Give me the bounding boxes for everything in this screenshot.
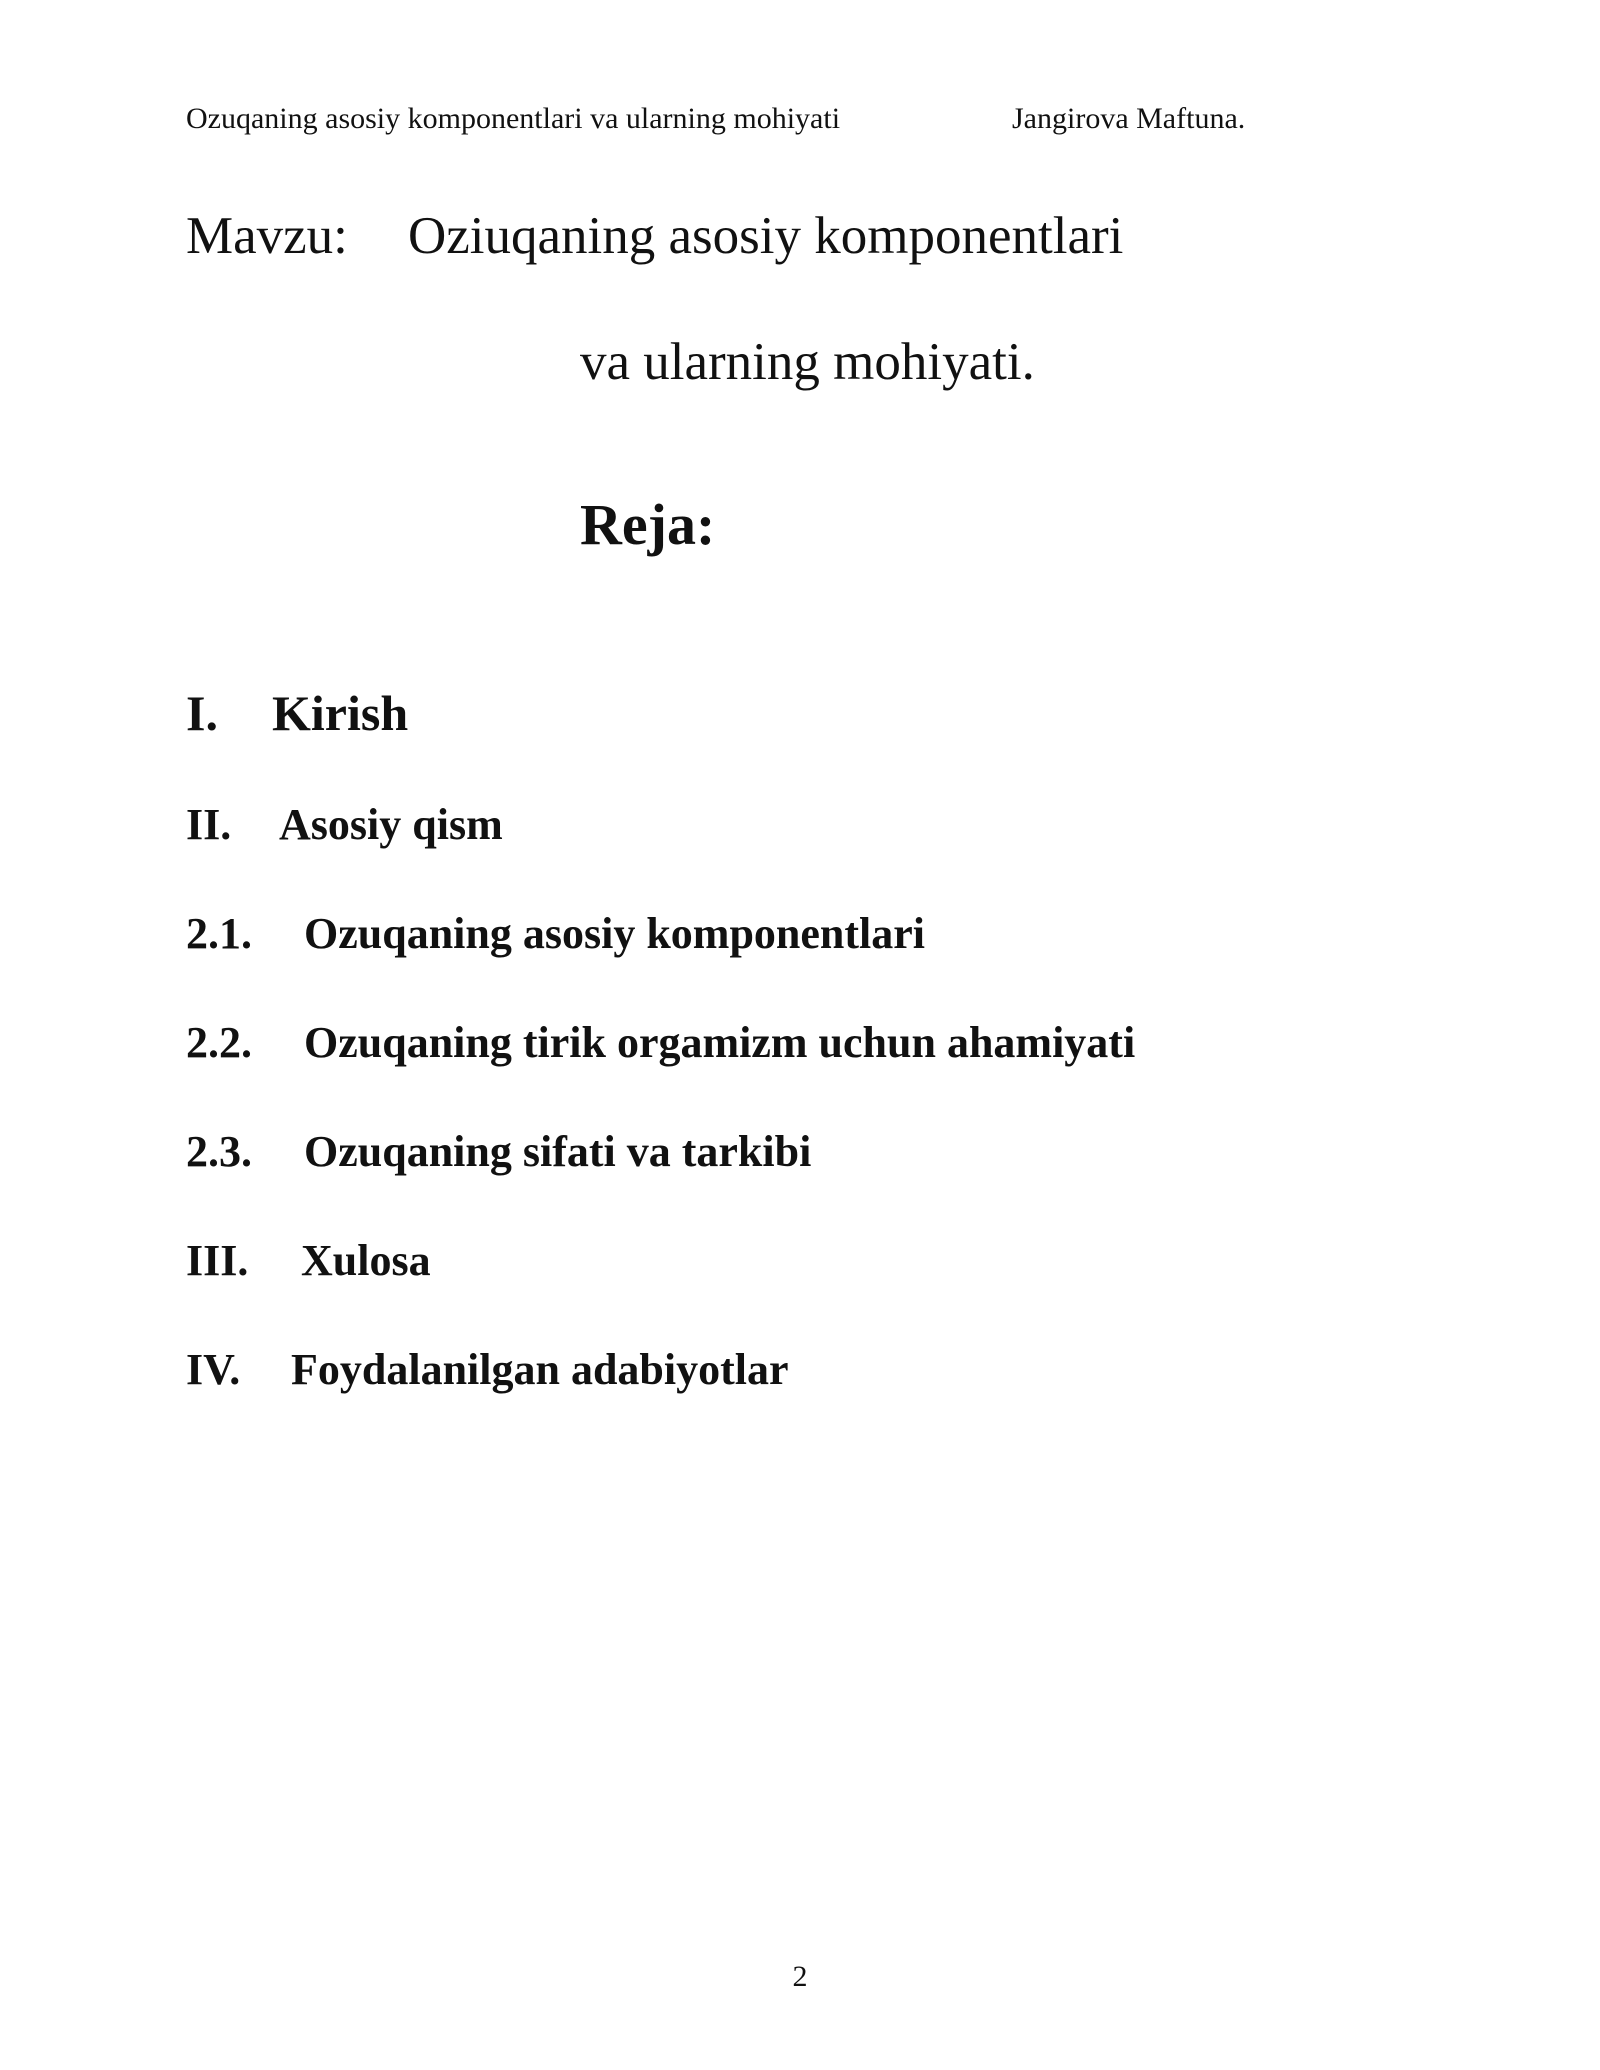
toc-item-text: Xulosa bbox=[301, 1236, 431, 1285]
toc-item-number: 2.2. bbox=[186, 1018, 252, 1067]
topic-title-line2: va ularning mohiyati. bbox=[580, 333, 1035, 391]
toc-item-text: Ozuqaning tirik orgamizm uchun ahamiyati bbox=[304, 1018, 1136, 1067]
toc-item-number: 2.3. bbox=[186, 1127, 252, 1176]
plan-title: Reja: bbox=[580, 492, 716, 557]
toc-item-2-2 bbox=[186, 1016, 1135, 1070]
toc-item-text: Kirish bbox=[272, 685, 409, 741]
header-author: Jangirova Maftuna. bbox=[1012, 102, 1246, 135]
toc-item-2-1 bbox=[186, 907, 925, 961]
toc-item-text: Asosiy qism bbox=[279, 800, 503, 849]
topic-title-line1: Oziuqaning asosiy komponentlari bbox=[408, 207, 1124, 265]
toc-item-text: Foydalanilgan adabiyotlar bbox=[291, 1345, 789, 1394]
toc-item-main-part bbox=[186, 798, 503, 852]
toc-item-conclusion bbox=[186, 1234, 431, 1288]
page-number: 2 bbox=[792, 1960, 808, 1993]
toc-item-2-3 bbox=[186, 1125, 811, 1179]
toc-item-number: II. bbox=[186, 800, 232, 849]
toc-item-introduction bbox=[186, 683, 408, 743]
toc-item-number: IV. bbox=[186, 1345, 241, 1394]
toc-item-number: I. bbox=[186, 685, 218, 741]
topic-label: Mavzu: bbox=[186, 207, 348, 265]
toc-item-text: Ozuqaning asosiy komponentlari bbox=[304, 909, 926, 958]
toc-item-number: III. bbox=[186, 1236, 249, 1285]
toc-item-references bbox=[186, 1343, 789, 1397]
toc-item-text: Ozuqaning sifati va tarkibi bbox=[304, 1127, 812, 1176]
header-title: Ozuqaning asosiy komponentlari va ularning mohiyati bbox=[186, 102, 841, 135]
toc-item-number: 2.1. bbox=[186, 909, 252, 958]
